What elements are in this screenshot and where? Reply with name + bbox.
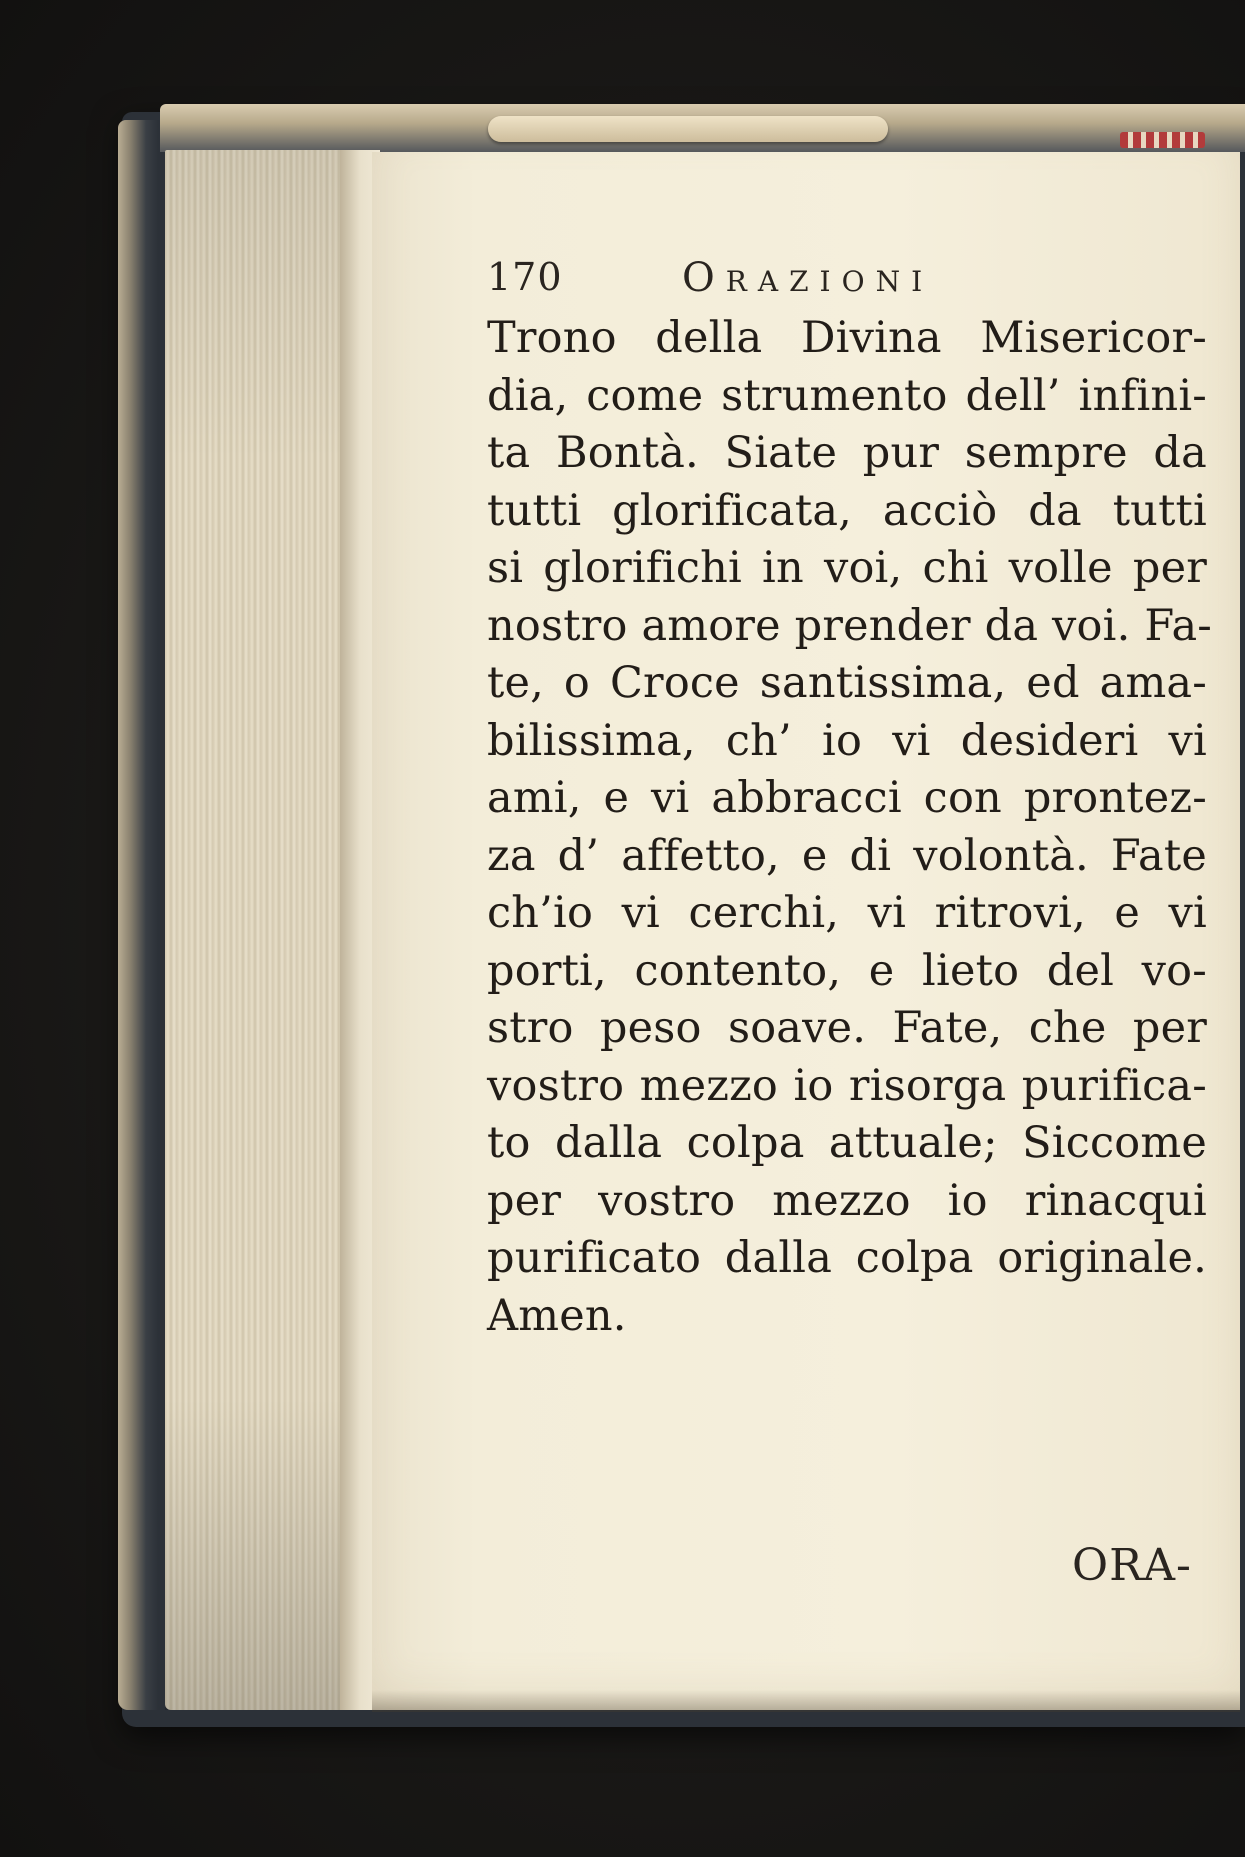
text-line: stro peso soave. Fate, che per	[487, 1003, 1207, 1053]
running-head: Orazioni	[682, 255, 934, 301]
text-line: tutti glorificata, acciò da tutti	[487, 485, 1207, 536]
page-bottom-shadow	[372, 1690, 1240, 1712]
red-ribbon-mark	[1120, 132, 1205, 148]
page-header	[487, 255, 1207, 305]
book-spine-edge	[118, 120, 158, 1710]
text-line: to dalla colpa attuale; Siccome	[487, 1118, 1207, 1168]
body-text	[487, 310, 1213, 1345]
text-line-last: Amen.	[487, 1290, 627, 1341]
text-line: porti, contento, e lieto del vo-	[487, 945, 1207, 996]
text-line: za d’ affetto, e di volontà. Fate	[487, 830, 1207, 881]
text-line: si glorifichi in voi, chi volle per	[487, 543, 1207, 593]
text-line: vostro mezzo io risorga purifica-	[487, 1060, 1207, 1111]
page-edges-shade	[165, 150, 365, 1710]
text-line: dia, come strumento dell’ infini-	[487, 370, 1207, 421]
text-line: per vostro mezzo io rinacqui	[487, 1175, 1207, 1226]
text-line: Trono della Divina Misericor-	[487, 313, 1207, 363]
text-line: ami, e vi abbracci con prontez-	[487, 773, 1207, 823]
text-line: ch’io vi cerchi, vi ritrovi, e vi	[487, 888, 1207, 938]
text-line: nostro amore prender da voi. Fa-	[487, 600, 1213, 651]
text-line: bilissima, ch’ io vi desideri vi	[487, 715, 1207, 766]
text-line: purificato dalla colpa originale.	[487, 1233, 1207, 1283]
text-line: ta Bontà. Siate pur sempre da	[487, 428, 1207, 478]
catchword: ORA-	[1072, 1540, 1192, 1591]
text-line: te, o Croce santissima, ed ama-	[487, 658, 1207, 708]
headband	[488, 116, 888, 142]
page-number: 170	[487, 255, 563, 299]
